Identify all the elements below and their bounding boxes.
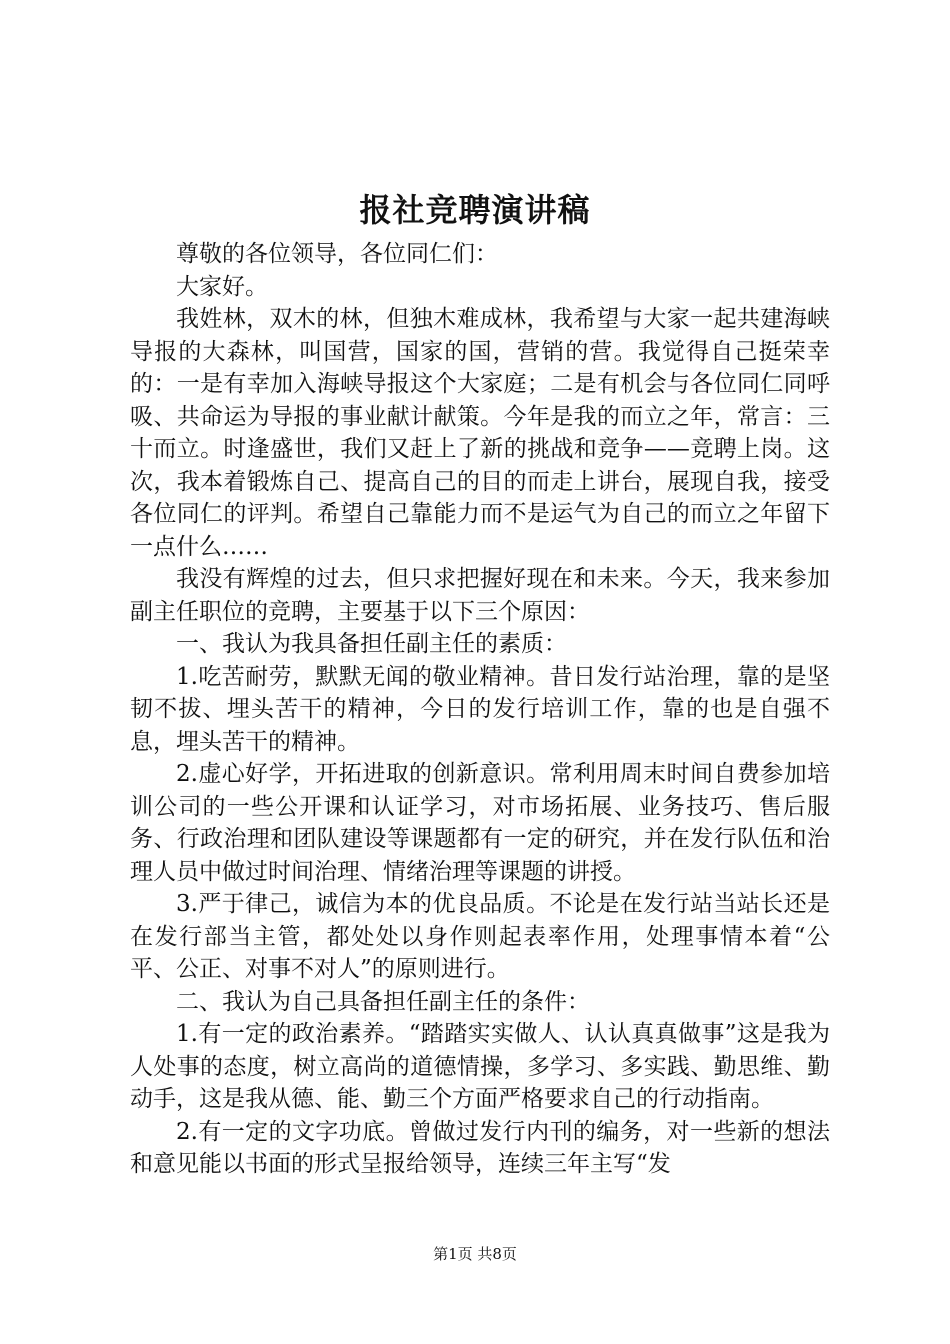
section-heading-conditions: 二、我认为自己具备担任副主任的条件： [176,988,590,1015]
intro-paragraph: 我姓林，双木的林，但独木难成林，我希望与大家一起共建海峡导报的大森林，叫国营，国家的国，营销的营。我觉得自己挺荣幸的：一是有幸加入海峡导报这个大家庭；二是有机会与各位同仁同呼吸、共命运为导报的事业献计献策。今年是我的而立之年，常言：三十而立。时逢盛世，我们又赶上了新的挑战和竞争——竞聘上岗。这次，我本着锻炼自己、提高自己的目的而走上讲台，展现自我，接受各位同仁的评判。希望自己靠能力而不是运气为自己的而立之年留下一点什么…… [130,306,830,560]
page-number-footer: 第1页 共8页 [433,1245,517,1263]
document-title: 报社竞聘演讲稿 [359,191,591,229]
motivation-paragraph: 我没有辉煌的过去，但只求把握好现在和未来。今天，我来参加副主任职位的竞聘，主要基于以下三个原因： [130,566,830,625]
quality-item-3: 3.严于律己，诚信为本的优良品质。不论是在发行站当站长还是在发行部当主管，都处处以身作则起表率作用，处理事情本着“公平、公正、对事不对人”的原则进行。 [130,891,830,982]
greeting-paragraph: 大家好。 [176,273,268,300]
salutation-paragraph: 尊敬的各位领导，各位同仁们： [176,241,498,267]
quality-item-1: 1.吃苦耐劳，默默无闻的敬业精神。昔日发行站治理，靠的是坚韧不拔、埋头苦干的精神，今日的发行培训工作，靠的也是自强不息，埋头苦干的精神。 [130,663,830,755]
quality-item-2: 2.虚心好学，开拓进取的创新意识。常利用周末时间自费参加培训公司的一些公开课和认证学习，对市场拓展、业务技巧、售后服务、行政治理和团队建设等课题都有一定的研究，并在发行队伍和治理人员中做过时间治理、情绪治理等课题的讲授。 [130,761,830,885]
condition-item-2: 2.有一定的文字功底。曾做过发行内刊的编务，对一些新的想法和意见能以书面的形式呈报给领导，连续三年主写“发 [130,1118,830,1177]
condition-item-1: 1.有一定的政治素养。“踏踏实实做人、认认真真做事”这是我为人处事的态度，树立高尚的道德情操，多学习、多实践、勤思维、勤动手，这是我从德、能、勤三个方面严格要求自己的行动指南。 [130,1021,830,1112]
document-body [130,238,830,1181]
section-heading-qualities: 一、我认为我具备担任副主任的素质： [176,631,567,657]
